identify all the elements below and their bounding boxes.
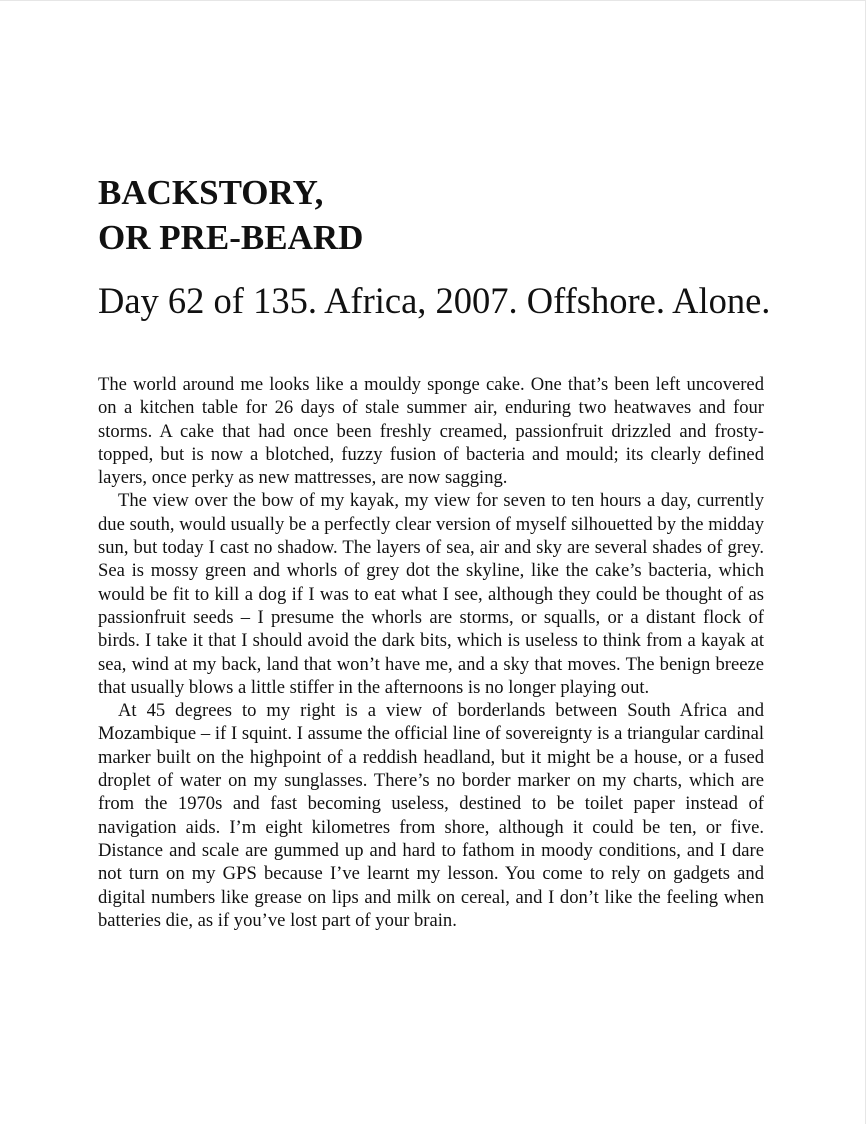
paragraph-1: The world around me looks like a mouldy sponge cake. One that’s been left uncovered on a kitchen table for 26 days of stale summer air, enduring two heatwaves and four storms. A cake that had once been freshly creamed, passionfruit drizzled and frosty-topped, but is now a blotched, fuzzy fusion of bacteria and mould; its clearly defined layers, once perky as new mattresses, are now sagging.: [98, 374, 764, 489]
paragraph-2: The view over the bow of my kayak, my view for seven to ten hours a day, currently due south, would usually be a perfectly clear version of myself silhouetted by the midday sun, but today I cast no shadow. The layers of sea, air and sky are several shades of grey. Sea is mossy green and whorls of grey dot the skyline, like the cake’s bacteria, which would be fit to kill a dog if I was to eat what I see, although they could be thought of as passionfruit seeds – I presume the whorls are storms, or squalls, or a distant flock of birds. I take it that I should avoid the dark bits, which is useless to think from a kayak at sea, wind at my back, land that won’t have me, and a sky that moves. The benign breeze that usually blows a little stiffer in the afternoons is no longer playing out.: [98, 490, 764, 698]
body-text: [98, 373, 764, 932]
page-border-top: [0, 0, 866, 1]
chapter-title-line-2: OR PRE-BEARD: [98, 218, 364, 257]
paragraph-3: At 45 degrees to my right is a view of borderlands between South Africa and Mozambique – if I squint. I assume the official line of sovereignty is a triangular cardinal marker built on the highpoint of a reddish headland, but it might be a house, or a fused droplet of water on my sunglasses. There’s no border marker on my charts, which are from the 1970s and fast becoming useless, destined to be toilet paper instead of navigation aids. I’m eight kilometres from shore, although it could be ten, or five. Distance and scale are gummed up and hard to fathom in moody conditions, and I dare not turn on my GPS because I’ve learnt my lesson. You come to rely on gadgets and digital numbers like grease on lips and milk on cereal, and I don’t like the feeling when batteries die, as if you’ve lost part of your brain.: [98, 700, 764, 931]
chapter-title: [98, 170, 778, 260]
chapter-title-line-1: BACKSTORY,: [98, 173, 324, 212]
chapter-subtitle: Day 62 of 135. Africa, 2007. Offshore. Alone.: [98, 280, 771, 321]
